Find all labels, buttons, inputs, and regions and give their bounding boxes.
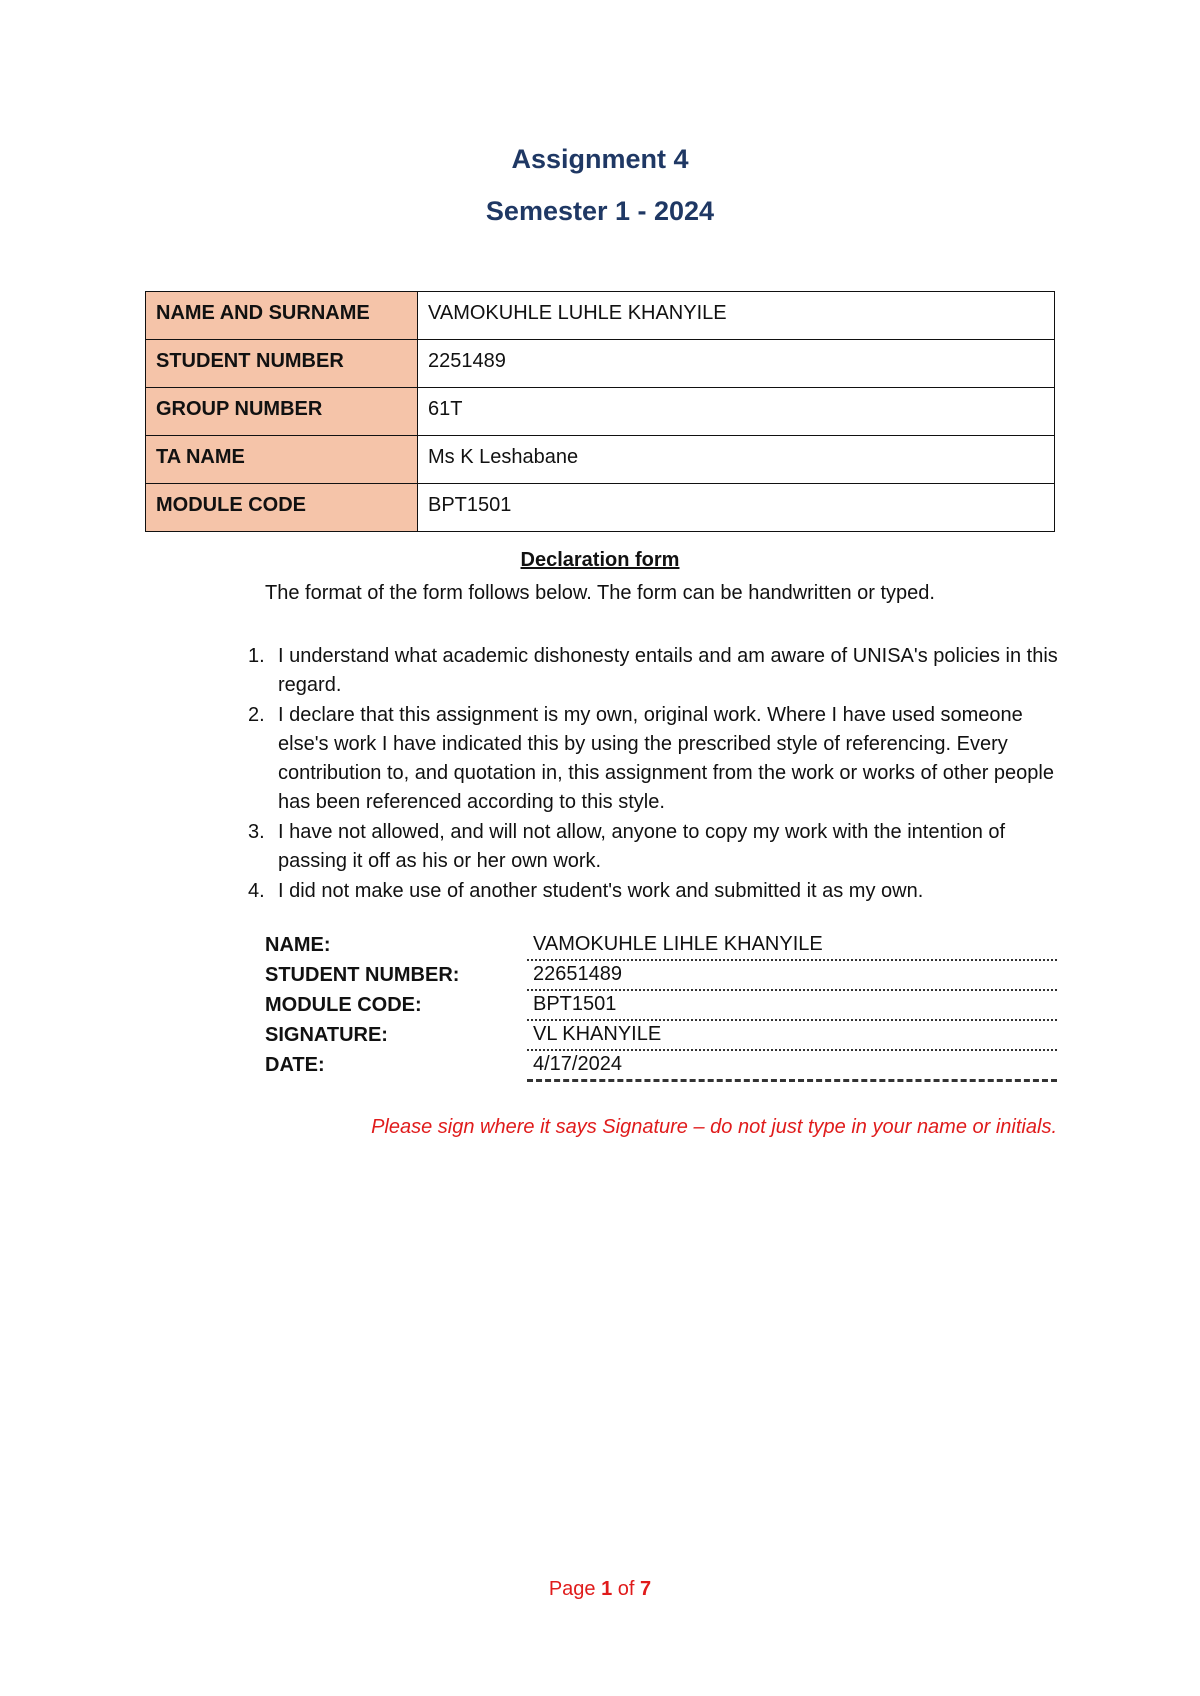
- signature-label: STUDENT NUMBER:: [265, 964, 460, 986]
- table-row: [146, 436, 1055, 484]
- total-pages: 7: [640, 1578, 652, 1600]
- table-row: [146, 340, 1055, 388]
- item-number: 3.: [248, 821, 265, 843]
- info-value: 2251489: [418, 340, 1055, 388]
- info-value: BPT1501: [418, 484, 1055, 532]
- signature-row: [265, 1022, 1057, 1052]
- list-item: [240, 701, 1060, 817]
- item-number: 4.: [248, 880, 265, 902]
- signature-label: MODULE CODE:: [265, 994, 422, 1016]
- current-page: 1: [601, 1578, 613, 1600]
- info-label: STUDENT NUMBER: [146, 340, 418, 388]
- signature-row: [265, 1052, 1057, 1082]
- item-number: 1.: [248, 645, 265, 667]
- signature-label: DATE:: [265, 1054, 325, 1076]
- student-number-field[interactable]: 22651489: [527, 963, 1057, 991]
- table-row: [146, 388, 1055, 436]
- item-number: 2.: [248, 704, 265, 726]
- signature-block: [265, 932, 1057, 1082]
- info-value: VAMOKUHLE LUHLE KHANYILE: [418, 292, 1055, 340]
- module-code-field[interactable]: BPT1501: [527, 993, 1057, 1021]
- declaration-list: [240, 642, 1060, 907]
- of-word: of: [617, 1578, 635, 1600]
- document-subtitle: Semester 1 - 2024: [485, 196, 715, 226]
- info-label: NAME AND SURNAME: [146, 292, 418, 340]
- item-text: I did not make use of another student's work and submitted it as my own.: [278, 880, 924, 902]
- signature-field[interactable]: VL KHANYILE: [527, 1023, 1057, 1051]
- list-item: [240, 818, 1060, 876]
- signature-label: SIGNATURE:: [265, 1024, 388, 1046]
- signature-row: [265, 962, 1057, 992]
- name-field[interactable]: VAMOKUHLE LIHLE KHANYILE: [527, 933, 1057, 961]
- document-title: Assignment 4: [511, 144, 689, 174]
- item-text: I have not allowed, and will not allow, anyone to copy my work with the intention of passing it off as his or her own work.: [278, 821, 1006, 872]
- list-item: [240, 642, 1060, 700]
- item-text: I understand what academic dishonesty entails and am aware of UNISA's policies in this regard.: [278, 645, 1058, 696]
- signature-label: NAME:: [265, 934, 331, 956]
- page-number-footer: [0, 1578, 1200, 1601]
- signature-warning: Please sign where it says Signature – do not just type in your name or initials.: [371, 1116, 1057, 1138]
- declaration-heading: Declaration form: [520, 549, 680, 571]
- table-row: [146, 484, 1055, 532]
- info-label: GROUP NUMBER: [146, 388, 418, 436]
- date-field[interactable]: 4/17/2024: [527, 1053, 1057, 1082]
- signature-row: [265, 992, 1057, 1022]
- info-label: MODULE CODE: [146, 484, 418, 532]
- page-word: Page: [548, 1578, 596, 1600]
- info-value: 61T: [418, 388, 1055, 436]
- info-value: Ms K Leshabane: [418, 436, 1055, 484]
- table-row: [146, 292, 1055, 340]
- student-info-table: [145, 291, 1055, 532]
- info-label: TA NAME: [146, 436, 418, 484]
- signature-row: [265, 932, 1057, 962]
- declaration-intro: The format of the form follows below. The form can be handwritten or typed.: [265, 582, 935, 604]
- list-item: [240, 877, 1060, 906]
- item-text: I declare that this assignment is my own, original work. Where I have used someone else's work I have indicated this by using the prescribed style of referencing. Every contribution to, and quotation in, this assignment from the work or works of other people has been referenced according to this style.: [278, 704, 1054, 813]
